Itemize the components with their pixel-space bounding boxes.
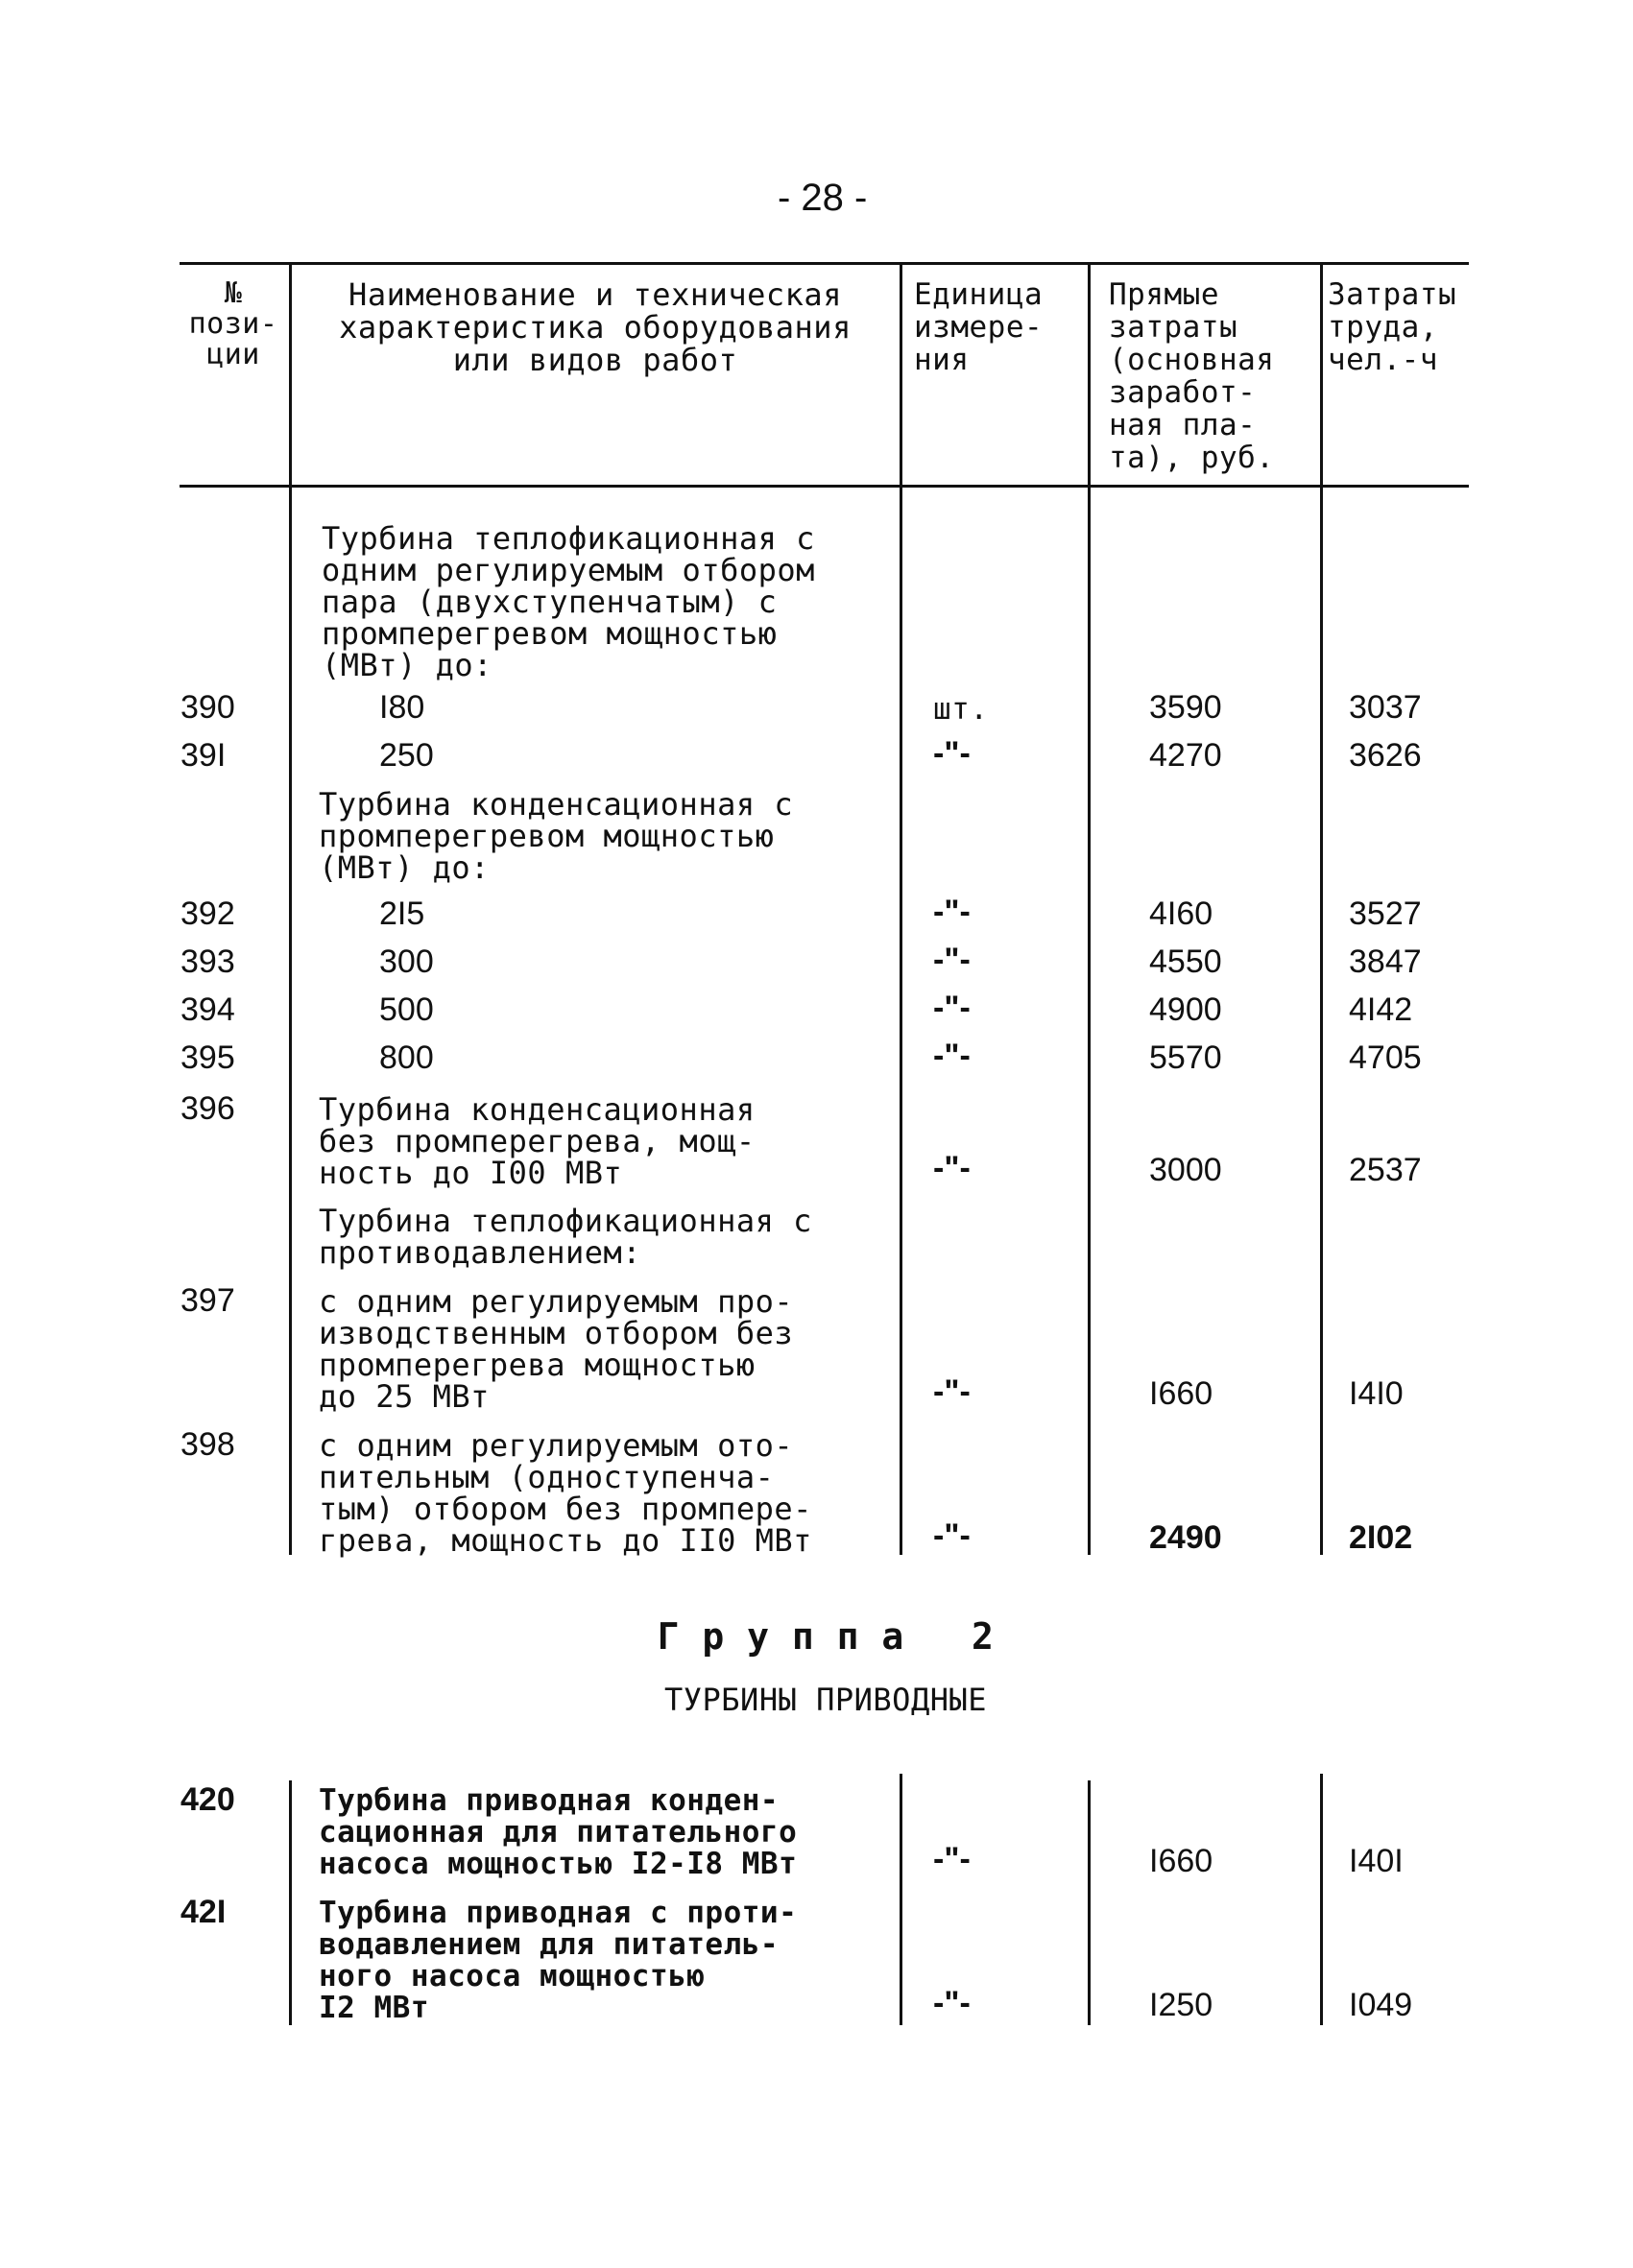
row-421-pos: 42I [180,1894,227,1930]
section-heading-backpressure-turbine: Турбина теплофикационная с противодавлением: [319,1203,812,1271]
group-2-subtitle: ТУРБИНЫ ПРИВОДНЫЕ [663,1682,987,1718]
body-col-sep-3 [1088,488,1091,1555]
row-392-name: 2I5 [379,895,425,932]
row-395-pos: 395 [180,1039,235,1076]
row-421-name: Турбина приводная с проти- водавлением для питатель- ного насоса мощностью I2 МВт [319,1896,798,2025]
row-391-labor: 3626 [1349,737,1422,774]
row-395-labor: 4705 [1349,1039,1422,1076]
header-labor: Затраты труда, чел.-ч [1328,277,1457,377]
row-394-cost: 4900 [1149,991,1222,1028]
row-390-pos: 390 [180,689,235,726]
header-col-sep-1 [289,262,292,488]
row-398-cost: 2490 [1149,1519,1222,1556]
row-392-labor: 3527 [1349,895,1422,932]
row-396-name: Турбина конденсационная без промперегрева, мощ- ность до I00 МВт [319,1091,756,1191]
row-395-name: 800 [379,1039,434,1076]
body-col-sep-4 [1320,488,1323,1555]
table-top-rule [180,262,1469,265]
g2-col-sep-3 [1088,1780,1091,2025]
row-390-unit: шт. [933,692,989,727]
header-col-sep-2 [900,262,902,488]
page-number: - 28 - [778,177,868,219]
row-420-cost: I660 [1149,1843,1213,1879]
row-395-cost: 5570 [1149,1039,1222,1076]
row-397-unit: -"- [933,1373,971,1410]
row-420-name: Турбина приводная конден- сационная для питательного насоса мощностью I2-I8 МВт [319,1783,798,1881]
row-392-pos: 392 [180,895,235,932]
header-cost: Прямые затраты (основная заработ- ная пла- та), руб. [1109,277,1275,475]
row-421-unit: -"- [933,1985,971,2021]
g2-col-sep-1 [289,1780,292,2025]
row-392-cost: 4I60 [1149,895,1213,932]
g2-col-sep-2 [900,1774,902,2025]
row-396-pos: 396 [180,1090,235,1127]
row-420-unit: -"- [933,1841,971,1877]
row-391-unit: -"- [933,735,971,772]
row-391-pos: 39I [180,737,227,774]
header-bottom-rule [180,485,1469,488]
row-390-cost: 3590 [1149,689,1222,726]
row-396-cost: 3000 [1149,1152,1222,1188]
row-420-labor: I40I [1349,1843,1404,1879]
row-421-labor: I049 [1349,1987,1413,2023]
row-397-pos: 397 [180,1282,235,1319]
row-395-unit: -"- [933,1038,971,1074]
row-391-name: 250 [379,737,434,774]
row-392-unit: -"- [933,894,971,930]
row-394-pos: 394 [180,991,235,1028]
header-col-sep-4 [1320,262,1323,488]
row-393-unit: -"- [933,942,971,978]
group-2-title: Г р у п п а 2 [657,1615,995,1658]
row-421-cost: I250 [1149,1987,1213,2023]
section-heading-heat-turbine: Турбина теплофикационная с одним регулируемым отбором пара (двухступенчатым) с промперегревом мощностью (МВт) до: [322,520,815,683]
g2-col-sep-4 [1320,1774,1323,2025]
row-394-unit: -"- [933,990,971,1026]
row-397-name: с одним регулируемым про- изводственным отбором без промперегрева мощностью до 25 МВт [319,1283,794,1415]
row-393-pos: 393 [180,943,235,980]
row-394-labor: 4I42 [1349,991,1413,1028]
row-390-name: I80 [379,689,425,726]
body-col-sep-1 [289,488,292,1555]
section-heading-condensing-turbine: Турбина конденсационная с промперегревом мощностью (МВт) до: [319,786,794,886]
row-390-labor: 3037 [1349,689,1422,726]
row-398-pos: 398 [180,1426,235,1463]
row-391-cost: 4270 [1149,737,1222,774]
row-398-labor: 2I02 [1349,1519,1413,1556]
row-393-labor: 3847 [1349,943,1422,980]
row-420-pos: 420 [180,1781,235,1818]
header-col-sep-3 [1088,262,1091,488]
row-396-unit: -"- [933,1150,971,1186]
header-unit: Единица измере- ния [914,277,1044,377]
row-398-unit: -"- [933,1517,971,1554]
header-name: Наименование и техническая характеристика оборудования или видов работ [339,276,852,378]
row-397-labor: I4I0 [1349,1375,1404,1412]
row-397-cost: I660 [1149,1375,1213,1412]
body-col-sep-2 [900,488,902,1555]
row-394-name: 500 [379,991,434,1028]
row-396-labor: 2537 [1349,1152,1422,1188]
row-398-name: с одним регулируемым ото- пительным (одноступенча- тым) отбором без промпере- грева, мощность до II0 МВт [319,1427,812,1559]
header-pos: № пози- ции [188,276,278,371]
row-393-name: 300 [379,943,434,980]
row-393-cost: 4550 [1149,943,1222,980]
